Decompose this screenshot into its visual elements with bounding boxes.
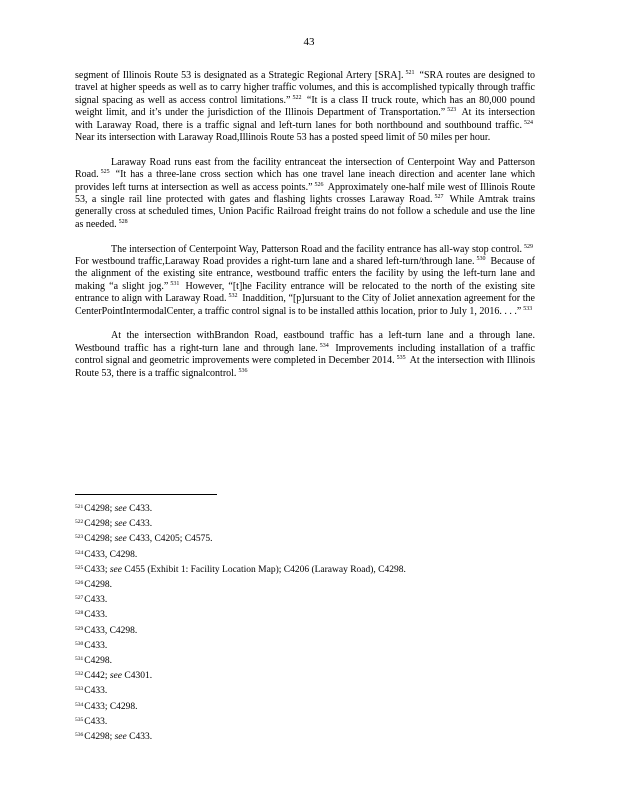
text-run: C4301.	[122, 671, 153, 682]
text-run: segment of Illinois Route 53 is designated as a Strategic Regional Artery [SRA].	[75, 70, 404, 81]
text-run: C433, C4298.	[84, 549, 138, 560]
footnote-number: 528	[75, 610, 84, 617]
signal-word: see	[109, 564, 122, 575]
text-run: The intersection of Centerpoint Way, Patterson Road and the facility entrance has all-way stop control.	[111, 243, 522, 255]
footnote-reference: 525	[100, 169, 110, 176]
footnote-number: 526	[75, 580, 84, 587]
page-number: 43	[303, 36, 315, 48]
footnote	[75, 715, 535, 730]
footnote	[75, 608, 535, 623]
footnote-reference: 530	[476, 256, 486, 263]
footnote-number: 535	[75, 716, 84, 723]
footnote	[75, 624, 535, 639]
text-run: C433.	[84, 686, 108, 697]
text-run: C455 (Exhibit 1: Facility Location Map); C4206 (Laraway Road), C4298.	[122, 564, 406, 575]
footnote-number: 532	[75, 671, 84, 678]
footnote	[75, 593, 535, 608]
text-run: Inaddition, “[p]ursuant to the City of Joliet annexation agreement for the CenterPointIntermodalCenter, a traffic control signal is to be installed atthis location, prior to July 1, 2016. . . .”	[75, 293, 535, 317]
footnote-reference: 529	[524, 243, 533, 250]
signal-word: see	[114, 732, 127, 743]
footnote-reference: 536	[238, 367, 248, 374]
body-paragraph	[75, 330, 535, 380]
text-run: C433.	[84, 640, 108, 651]
footnote	[75, 654, 535, 669]
footnote	[75, 502, 535, 517]
footnote	[75, 700, 535, 715]
signal-word: see	[109, 671, 122, 682]
footnote-reference: 528	[118, 218, 128, 225]
footnote-reference: 527	[434, 194, 444, 201]
footnote	[75, 532, 535, 547]
footnote-number: 536	[75, 732, 84, 739]
text-run: “It has a three-lane cross section which has one travel lane ineach direction and acenter lane which provides left turns at intersection as well as access points.”	[75, 169, 536, 193]
footnote	[75, 730, 535, 745]
footnote-number: 521	[75, 504, 84, 510]
footnote-reference: 523	[447, 107, 457, 114]
text-run: C433, C4298.	[84, 625, 138, 636]
signal-word: see	[114, 534, 127, 545]
text-run: While Amtrak trains generally cross at scheduled times, Union Pacific Railroad freight trains do not follow a schedule and use the line as needed.	[75, 194, 535, 230]
footnote	[75, 639, 535, 654]
text-run: C4298;	[84, 504, 115, 514]
footnote-reference: 521	[405, 70, 415, 76]
text-run: Near its intersection with Laraway Road,Illinois Route 53 has a posted speed limit of 50 miles per hour.	[75, 132, 491, 144]
footnote-number: 529	[75, 625, 84, 632]
footnote-reference: 524	[524, 119, 533, 126]
text-run: C433.	[126, 732, 153, 743]
text-run: However, “[t]he Facility entrance will be relocated to the north of the existing site entrance to align with Laraway Road.	[75, 280, 535, 305]
footnote-number: 525	[75, 564, 84, 571]
text-run: “SRA routes are designed to travel at higher speeds as well as to carry higher traffic volumes, and this is accomplished typically through traffic signal spacing as well as access control limitations.”	[75, 70, 535, 106]
footnote-reference: 535	[396, 355, 406, 362]
text-run: C4298.	[84, 656, 112, 667]
footnote	[75, 548, 535, 563]
footnotes	[75, 502, 535, 745]
signal-word: see	[114, 504, 127, 514]
text-run: Approximately one-half mile west of Illinois Route 53, a single rail line protected with gates and flashing lights crosses Laraway Road.	[75, 181, 536, 206]
text-run: C433.	[84, 716, 108, 727]
footnote-separator	[75, 494, 217, 495]
footnote-number: 534	[75, 701, 84, 708]
text-run: At the intersection with Illinois Route 53, there is a traffic signalcontrol.	[75, 355, 535, 379]
footnote-number: 523	[75, 534, 84, 541]
text-run: C4298;	[84, 732, 115, 743]
text-run: Because of the alignment of the existing site entrance, westbound traffic enters the facility by using the left-turn lane and making “a slight jog.”	[75, 256, 536, 292]
footnote	[75, 517, 535, 532]
text-run: C433.	[126, 504, 153, 514]
footnote-number: 527	[75, 595, 84, 602]
text-run: Laraway Road runs east from the facility entranceat the intersection of Centerpoint Way and Patterson Road.	[75, 156, 535, 181]
footnote	[75, 563, 535, 578]
text-run: At the intersection withBrandon Road, eastbound traffic has a left-turn lane and a through lane. Westbound traffic has a right-turn lane and through lane.	[75, 330, 535, 354]
footnote-reference: 522	[292, 94, 302, 101]
text-run: At its intersection with Laraway Road, there is a traffic signal and left-turn lanes for both northbound and southbound traffic.	[75, 107, 535, 131]
footnote-reference: 532	[228, 293, 238, 300]
text-run: C442;	[84, 671, 110, 682]
text-run: C4298;	[84, 534, 115, 545]
footnote	[75, 669, 535, 684]
text-run: C433, C4205; C4575.	[126, 534, 213, 545]
footnote	[75, 578, 535, 593]
footnote-number: 530	[75, 640, 84, 647]
text-run: Improvements including installation of a traffic control signal and geometric improvements were completed in December 2014.	[75, 342, 535, 367]
text-run: C433;	[84, 564, 110, 575]
text-run: C4298.	[84, 580, 112, 591]
text-run: For westbound traffic,Laraway Road provides a right-turn lane and a shared left-turn/through lane.	[75, 256, 475, 268]
footnote-reference: 534	[319, 342, 329, 349]
text-run: C433.	[84, 610, 108, 621]
footnote-number: 533	[75, 686, 84, 693]
body-text	[75, 70, 535, 393]
signal-word: see	[114, 519, 127, 530]
text-run: “It is a class II truck route, which has an 80,000 pound weight limit, and it’s under the jurisdiction of the Illinois Department of Transportation.”	[75, 94, 536, 119]
footnote-reference: 533	[523, 305, 533, 312]
footnote-number: 524	[75, 549, 84, 556]
footnote-reference: 526	[314, 181, 324, 188]
text-run: C433; C4298.	[84, 701, 138, 712]
footnote-number: 522	[75, 519, 84, 526]
footnote-reference: 531	[170, 280, 180, 287]
body-paragraph	[75, 70, 535, 144]
body-paragraph	[75, 244, 535, 318]
text-run: C433.	[84, 595, 108, 606]
text-run: C4298;	[84, 519, 115, 530]
footnote	[75, 684, 535, 699]
body-paragraph	[75, 157, 535, 231]
footnote-number: 531	[75, 656, 84, 663]
text-run: C433.	[126, 519, 153, 530]
